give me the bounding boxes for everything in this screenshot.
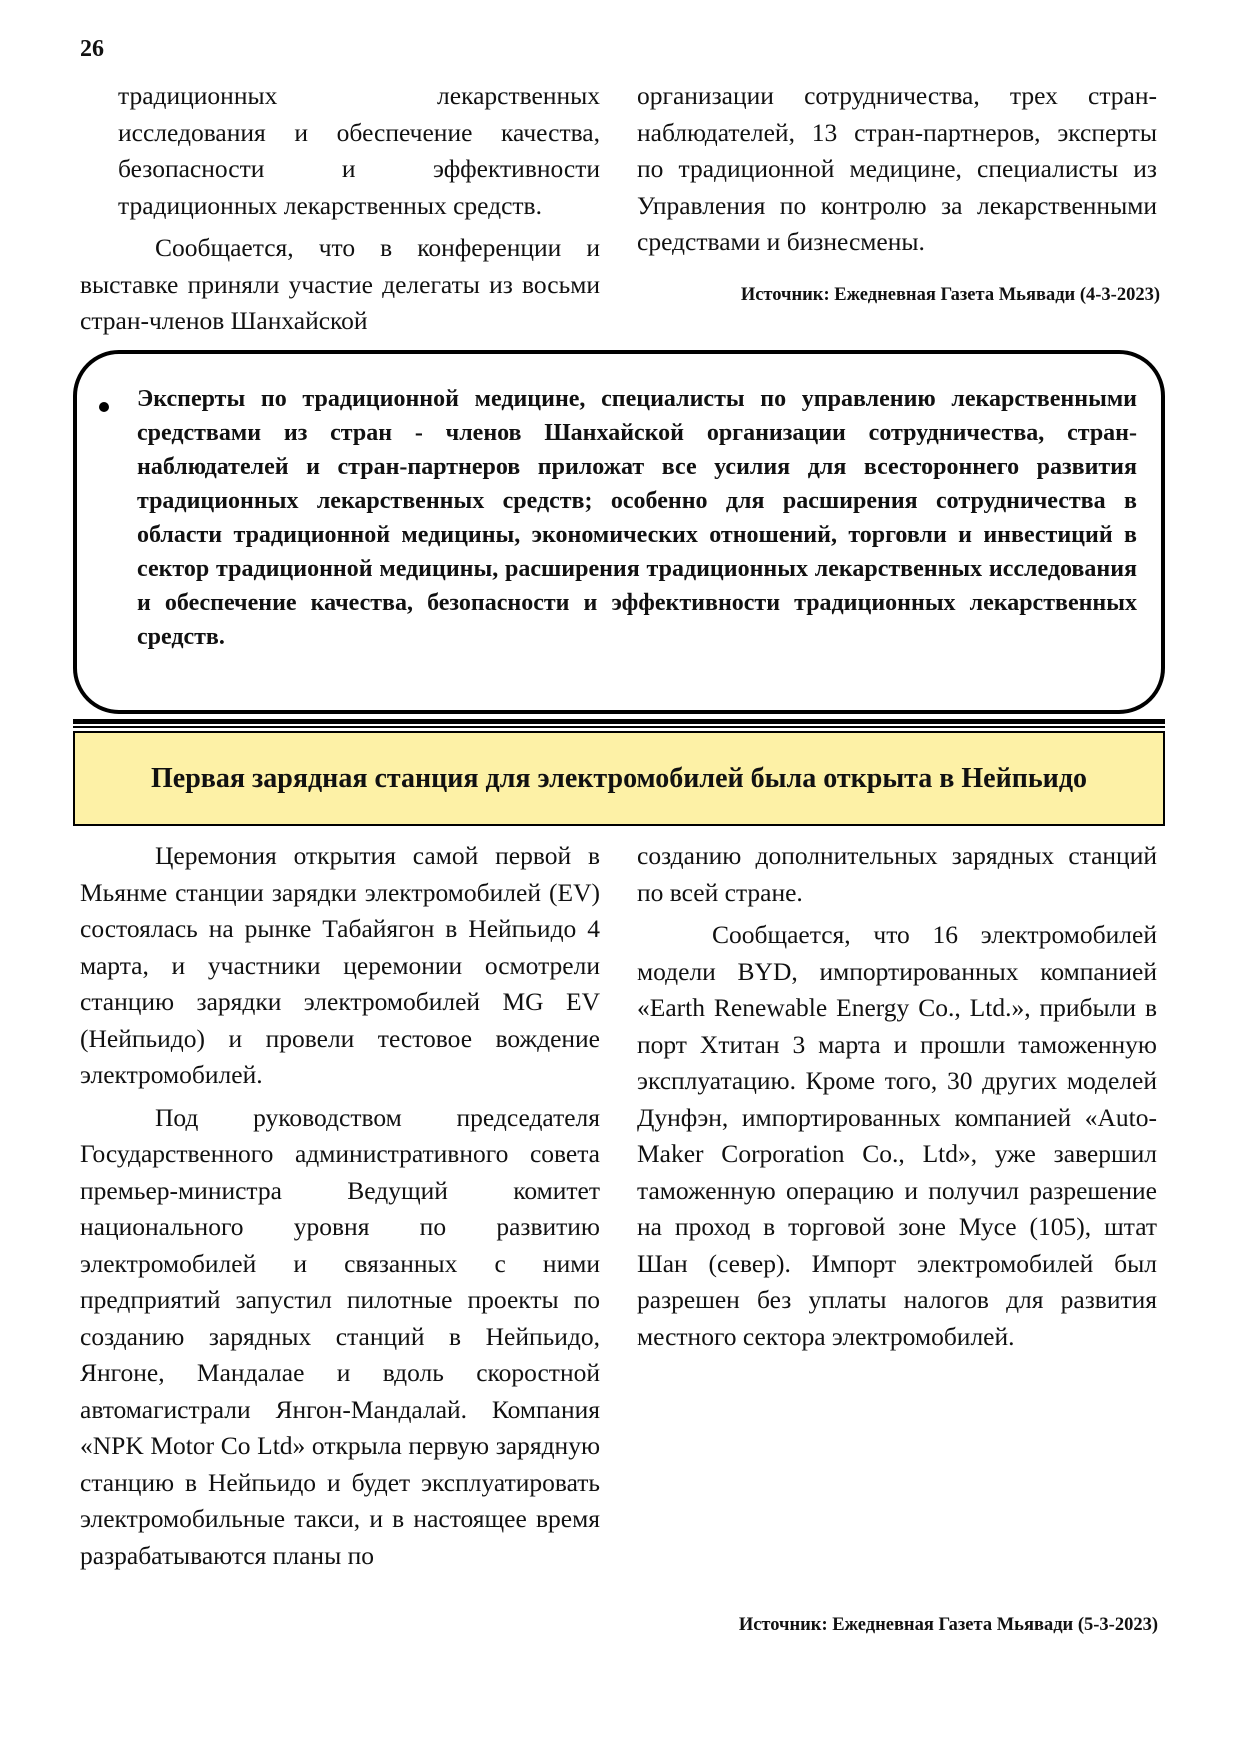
article1-source: Источник: Ежедневная Газета Мьявади (4-3-2023) <box>740 285 1160 305</box>
page-number: 26 <box>80 36 104 62</box>
divider-rule-thin <box>73 726 1165 728</box>
article2-left-paragraph-2: Под руководством председателя Государственного административного совета премьер-министра Ведущий комитет национального уровня по развитию электромобилей и связанных с ними предприятий запустил пилотные проекты по созданию зарядных станций в Нейпьидо, Янгоне, Мандалае и вдоль скоростной автомагистрали Янгон-Мандалай. Компания «NPK Motor Co Ltd» открыла первую зарядную станцию в Нейпьидо и будет эксплуатировать электромобильные такси, и в настоящее время разрабатываются планы по <box>80 1102 600 1570</box>
article2-right-paragraph-1: созданию дополнительных зарядных станций по всей стране. <box>637 841 1157 907</box>
article2-left-paragraph-1: Церемония открытия самой первой в Мьянме станции зарядки электромобилей (EV) состоялась на рынке Табайягон в Нейпьидо 4 марта, и участники церемонии осмотрели станцию зарядки электромобилей MG EV (Нейпьидо) и провели тестовое вождение электромобилей. <box>80 841 600 1089</box>
article1-left-paragraph-1: традиционных лекарственных исследования и обеспечение качества, безопасности и эффективности традиционных лекарственных средств. <box>118 81 600 220</box>
article1-left-paragraph-2: Сообщается, что в конференции и выставке приняли участие делегаты из восьми стран-членов Шанхайской <box>80 233 600 335</box>
divider-rule-thick <box>73 719 1165 724</box>
article1-left-column <box>80 78 600 340</box>
article2-right-paragraph-2: Сообщается, что 16 электромобилей модели BYD, импортированных компанией «Earth Renewable Energy Co., Ltd.», прибыли в порт Хтитан 3 марта и прошли таможенную эксплуатацию. Кроме того, 30 других моделей Дунфэн, импортированных компанией «Auto-Maker Corporation Co., Ltd», уже завершил таможенную операцию и получил разрешение на проход в торговой зоне Мусе (105), штат Шан (север). Импорт электромобилей был разрешен без уплаты налогов для развития местного сектора электромобилей. <box>637 920 1157 1351</box>
callout-box <box>73 350 1165 714</box>
article1-right-column <box>637 78 1157 261</box>
bullet-icon <box>99 402 109 412</box>
article2-left-column <box>80 838 600 1574</box>
article2-right-column <box>637 838 1157 1355</box>
headline-box <box>73 731 1165 826</box>
article2-source: Источник: Ежедневная Газета Мьявади (5-3-2023) <box>738 1615 1158 1635</box>
callout-bullet-text: Эксперты по традиционной медицине, специалисты по управлению лекарственными средствами из стран - членов Шанхайской организации сотрудничества, стран-наблюдателей и стран-партнеров приложат все усилия для всестороннего развития традиционных лекарственных средств; особенно для расширения сотрудничества в области традиционной медицины, экономических отношений, торговли и инвестиций в сектор традиционной медицины, расширения традиционных лекарственных исследования и обеспечение качества, безопасности и эффективности традиционных лекарственных средств. <box>137 386 1137 650</box>
article2-headline: Первая зарядная станция для электромобилей была открыта в Нейпьидо <box>151 762 1087 794</box>
article1-right-paragraph-1: организации сотрудничества, трех стран-наблюдателей, 13 стран-партнеров, эксперты по традиционной медицине, специалисты из Управления по контролю за лекарственными средствами и бизнесмены. <box>637 81 1157 256</box>
